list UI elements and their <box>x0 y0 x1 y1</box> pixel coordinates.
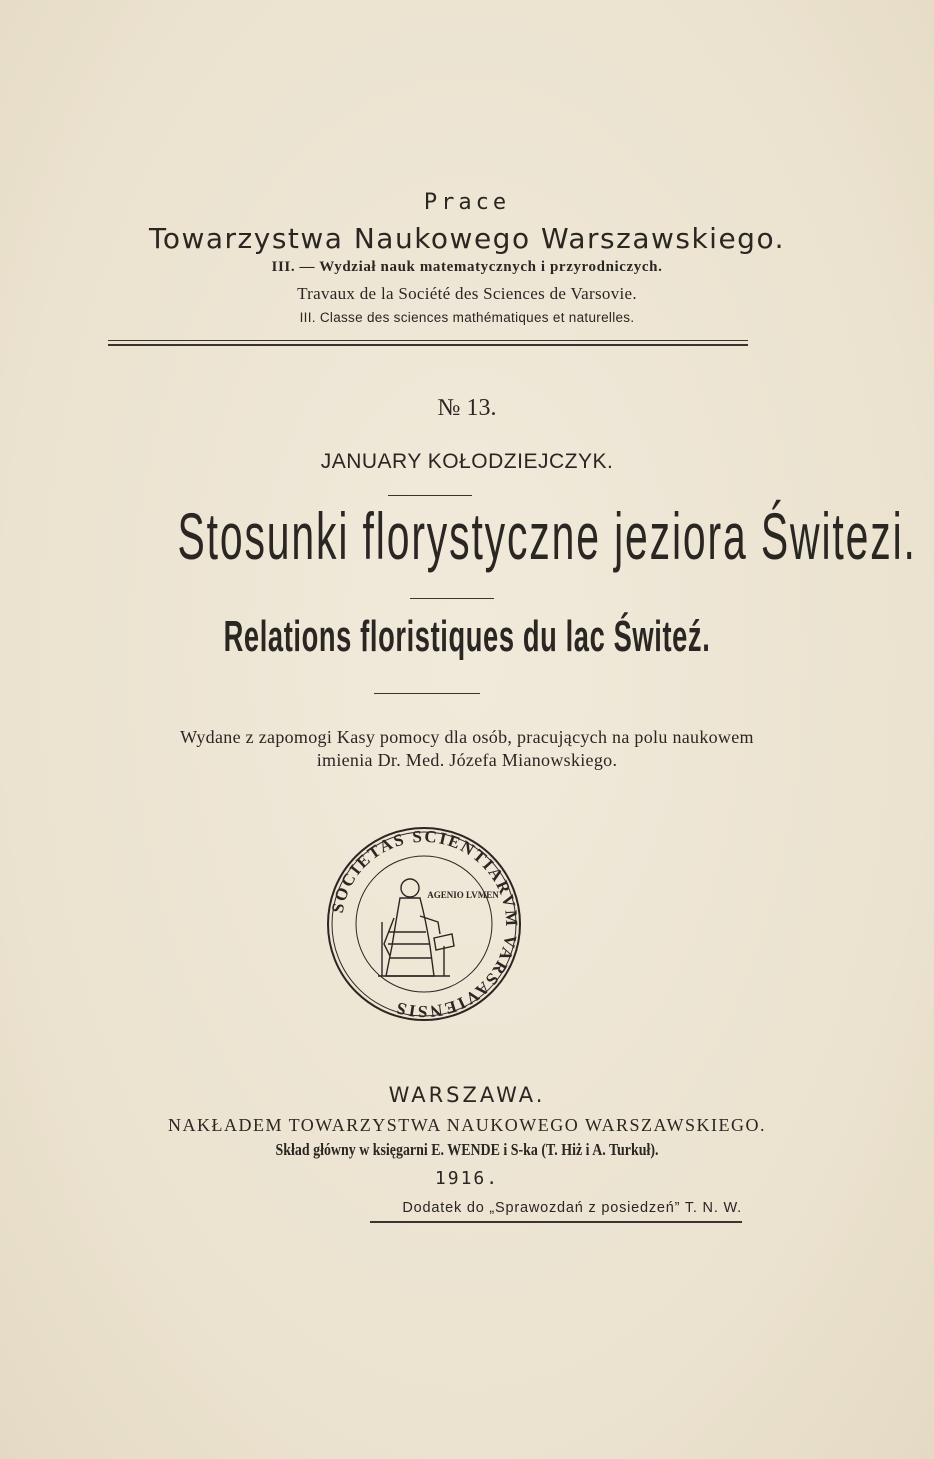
imprint-publisher: NAKŁADEM TOWARZYSTWA NAUKOWEGO WARSZAWSKIEGO. <box>167 1115 767 1135</box>
society-seal <box>326 826 522 1022</box>
division-french: III. Classe des sciences mathématiques et naturelles. <box>299 310 635 325</box>
seal-motto: AGENIO LVMEN <box>427 890 499 900</box>
funding-line-1: Wydane z zapomogi Kasy pomocy dla osób, pracujących na polu naukowem <box>180 727 754 747</box>
society-name: Towarzystwa Naukowego Warszawskiego. <box>149 222 785 255</box>
header-rule-top <box>108 340 748 341</box>
header-rule-bottom <box>108 344 748 346</box>
imprint-store: Skład główny w księgarni E. WENDE i S-ka (T. Hiż i A. Turkuł). <box>275 1140 659 1159</box>
series-title: Prace <box>423 190 511 215</box>
seal-legend: SOCIETAS SCIENTIARVM VARSAVIENSIS <box>327 826 522 1022</box>
division-polish: III. — Wydział nauk matematycznych i przyrodniczych. <box>271 259 663 275</box>
title-rule <box>410 598 494 599</box>
subtitle-rule <box>374 693 480 694</box>
society-name-french: Travaux de la Société des Sciences de Varsovie. <box>297 284 637 303</box>
author-name: JANUARY KOŁODZIEJCZYK. <box>320 450 614 473</box>
imprint-year: 1916. <box>434 1168 500 1189</box>
funding-line-2: imienia Dr. Med. Józefa Mianowskiego. <box>316 750 618 770</box>
imprint-city: WARSZAWA. <box>388 1083 546 1107</box>
title-polish: Stosunki florystyczne jeziora Świtezi. <box>177 499 917 573</box>
title-french: Relations floristiques du lac Świteź. <box>223 612 711 661</box>
supplement-rule <box>370 1221 742 1223</box>
supplement-note: Dodatek do „Sprawozdań z posiedzeń” T. N. W. <box>402 1200 742 1216</box>
author-rule <box>388 495 472 496</box>
issue-number: № 13. <box>437 395 497 421</box>
